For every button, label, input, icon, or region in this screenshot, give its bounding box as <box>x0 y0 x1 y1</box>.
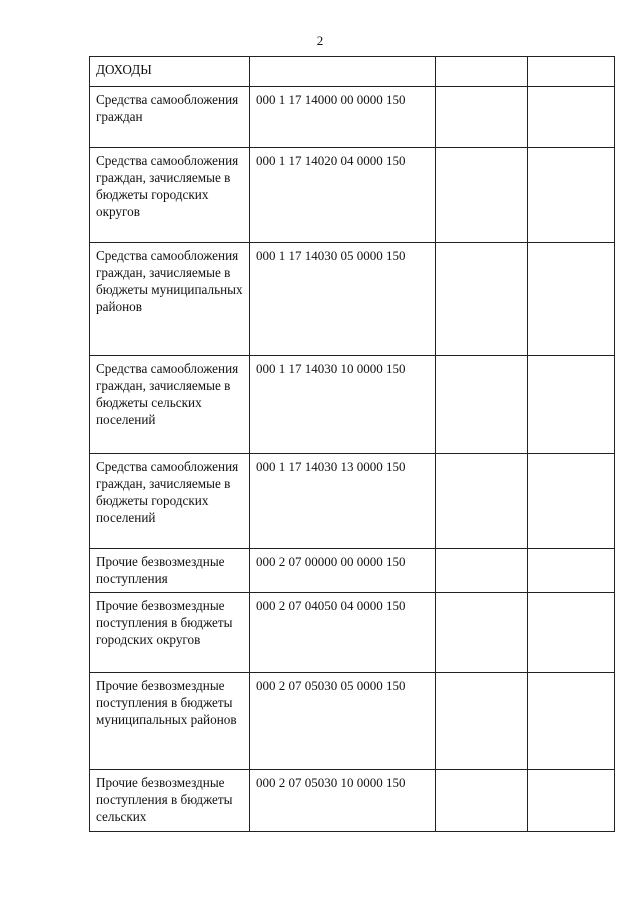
empty-cell <box>436 673 528 770</box>
budget-code: 000 2 07 05030 10 0000 150 <box>250 770 436 832</box>
income-name: Прочие безвозмездные поступления в бюджеты городских округов <box>90 593 250 673</box>
budget-code: 000 2 07 04050 04 0000 150 <box>250 593 436 673</box>
budget-code: 000 2 07 00000 00 0000 150 <box>250 549 436 593</box>
empty-cell <box>528 593 615 673</box>
income-name: Прочие безвозмездные поступления в бюджеты сельских <box>90 770 250 832</box>
empty-cell <box>436 148 528 243</box>
income-name: Средства самообложения граждан, зачисляемые в бюджеты городских поселений <box>90 454 250 549</box>
empty-cell <box>436 770 528 832</box>
empty-cell <box>250 57 436 87</box>
empty-cell <box>528 673 615 770</box>
table-row <box>90 549 615 593</box>
income-name: Средства самообложения граждан, зачисляемые в бюджеты сельских поселений <box>90 356 250 454</box>
section-title: ДОХОДЫ <box>90 57 250 87</box>
empty-cell <box>436 243 528 356</box>
empty-cell <box>436 454 528 549</box>
table-row <box>90 87 615 148</box>
income-name: Средства самообложения граждан, зачисляемые в бюджеты городских округов <box>90 148 250 243</box>
income-name: Средства самообложения граждан, зачисляемые в бюджеты муниципальных районов <box>90 243 250 356</box>
income-name: Прочие безвозмездные поступления <box>90 549 250 593</box>
budget-code: 000 1 17 14030 05 0000 150 <box>250 243 436 356</box>
empty-cell <box>528 148 615 243</box>
table-row <box>90 673 615 770</box>
income-name: Прочие безвозмездные поступления в бюджеты муниципальных районов <box>90 673 250 770</box>
empty-cell <box>528 57 615 87</box>
page-number: 2 <box>316 33 324 48</box>
empty-cell <box>528 243 615 356</box>
table-row <box>90 770 615 832</box>
table-row <box>90 243 615 356</box>
empty-cell <box>528 549 615 593</box>
empty-cell <box>436 593 528 673</box>
table-row <box>90 593 615 673</box>
table-row <box>90 454 615 549</box>
empty-cell <box>436 356 528 454</box>
budget-code: 000 1 17 14020 04 0000 150 <box>250 148 436 243</box>
budget-code: 000 1 17 14030 13 0000 150 <box>250 454 436 549</box>
empty-cell <box>436 87 528 148</box>
budget-code: 000 1 17 14000 00 0000 150 <box>250 87 436 148</box>
table-row <box>90 148 615 243</box>
empty-cell <box>528 454 615 549</box>
empty-cell <box>436 57 528 87</box>
empty-cell <box>436 549 528 593</box>
income-name: Средства самообложения граждан <box>90 87 250 148</box>
revenue-table <box>89 56 615 832</box>
empty-cell <box>528 356 615 454</box>
budget-code: 000 1 17 14030 10 0000 150 <box>250 356 436 454</box>
budget-code: 000 2 07 05030 05 0000 150 <box>250 673 436 770</box>
empty-cell <box>528 87 615 148</box>
table-row <box>90 356 615 454</box>
table-header-row <box>90 57 615 87</box>
empty-cell <box>528 770 615 832</box>
